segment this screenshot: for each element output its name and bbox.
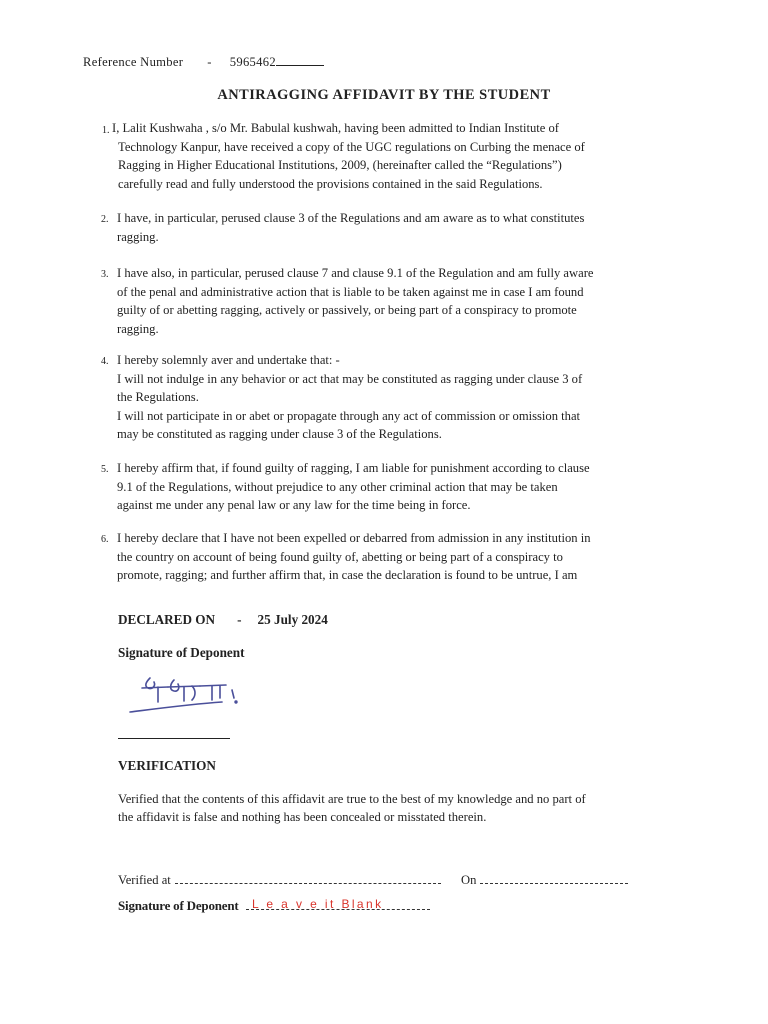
- paragraph-line: I hereby solemnly aver and undertake that: -: [117, 353, 340, 367]
- paragraph-4: [117, 351, 677, 444]
- reference-underline: [276, 53, 324, 66]
- paragraph-line: carefully read and fully understood the provisions contained in the said Regulations.: [118, 176, 543, 191]
- verified-at: [118, 872, 441, 888]
- paragraph-line: I have also, in particular, perused clause 7 and clause 9.1 of the Regulation and am fully aware: [117, 266, 594, 280]
- verification-heading: VERIFICATION: [118, 758, 216, 773]
- paragraph-line: of the penal and administrative action that is liable to be taken against me in case I am found: [117, 284, 584, 299]
- paragraph-line: against me under any penal law or any law for the time being in force.: [117, 498, 471, 513]
- verified-on: [461, 872, 628, 888]
- paragraph-number: 3.: [101, 269, 109, 280]
- verified-on-label: On: [461, 873, 477, 887]
- signature-underline: [118, 738, 230, 739]
- paragraph-line: guilty of or abetting ragging, actively or passively, or being part of a conspiracy to promote: [117, 303, 577, 318]
- paragraph-1: [112, 119, 672, 193]
- declared-separator: -: [237, 612, 242, 627]
- verified-at-label: Verified at: [118, 873, 171, 887]
- paragraph-3: [117, 264, 677, 338]
- paragraph-line: the country on account of being found guilty of, abetting or being part of a conspiracy to: [117, 549, 563, 564]
- declared-on: [118, 612, 328, 628]
- paragraph-line: ragging.: [117, 321, 159, 336]
- paragraph-line: I have, in particular, perused clause 3 of the Regulations and am aware as to what constitutes: [117, 211, 585, 225]
- signature-label: Signature of Deponent: [118, 645, 245, 660]
- paragraph-line: Technology Kanpur, have received a copy of the UGC regulations on Curbing the menace of: [118, 139, 585, 154]
- reference-value: 5965462: [229, 55, 276, 69]
- reference-separator: -: [207, 55, 212, 69]
- verification-line: the affidavit is false and nothing has been concealed or misstated therein.: [118, 810, 487, 824]
- paragraph-number: 6.: [101, 534, 109, 545]
- reference-number: [83, 53, 324, 70]
- paragraph-line: I will not indulge in any behavior or act that may be constituted as ragging under clause 3 of: [117, 371, 583, 386]
- reference-label: Reference Number: [83, 55, 184, 69]
- handwritten-signature: [122, 668, 246, 720]
- paragraph-line: I hereby declare that I have not been expelled or debarred from admission in any institution in: [117, 531, 591, 545]
- paragraph-line: promote, ragging; and further affirm that, in case the declaration is found to be untrue, I am: [117, 568, 578, 583]
- paragraph-number: 5.: [101, 464, 109, 475]
- leave-blank-note: L e a v e it Blank: [252, 897, 384, 911]
- declared-label: DECLARED ON: [118, 612, 216, 627]
- paragraph-line: Ragging in Higher Educational Institutions, 2009, (hereinafter called the “Regulations”): [118, 158, 562, 173]
- paragraph-2: [117, 209, 677, 246]
- paragraph-5: [117, 459, 677, 515]
- paragraph-line: I hereby affirm that, if found guilty of ragging, I am liable for punishment according to clause: [117, 461, 590, 475]
- verification-line: Verified that the contents of this affidavit are true to the best of my knowledge and no part of: [118, 792, 586, 806]
- paragraph-line: I, Lalit Kushwaha , s/o Mr. Babulal kushwah, having been admitted to Indian Institute of: [112, 121, 559, 135]
- verified-at-blank[interactable]: [175, 872, 441, 884]
- paragraph-line: ragging.: [117, 229, 159, 244]
- paragraph-number: 4.: [101, 356, 109, 367]
- verified-on-blank[interactable]: [480, 872, 628, 884]
- paragraph-number: 1.: [102, 125, 110, 136]
- declared-date: 25 July 2024: [257, 612, 328, 627]
- signature-of-deponent-label: Signature of Deponent: [118, 898, 239, 913]
- paragraph-number: 2.: [101, 214, 109, 225]
- paragraph-line: may be constituted as ragging under clause 3 of the Regulations.: [117, 427, 442, 442]
- paragraph-line: the Regulations.: [117, 390, 199, 405]
- verification-text: [118, 790, 586, 826]
- paragraph-line: I will not participate in or abet or propagate through any act of commission or omission that: [117, 408, 581, 423]
- paragraph-line: 9.1 of the Regulations, without prejudice to any other criminal action that may be taken: [117, 479, 558, 494]
- document-title: ANTIRAGGING AFFIDAVIT BY THE STUDENT: [217, 87, 551, 103]
- paragraph-6: [117, 529, 677, 585]
